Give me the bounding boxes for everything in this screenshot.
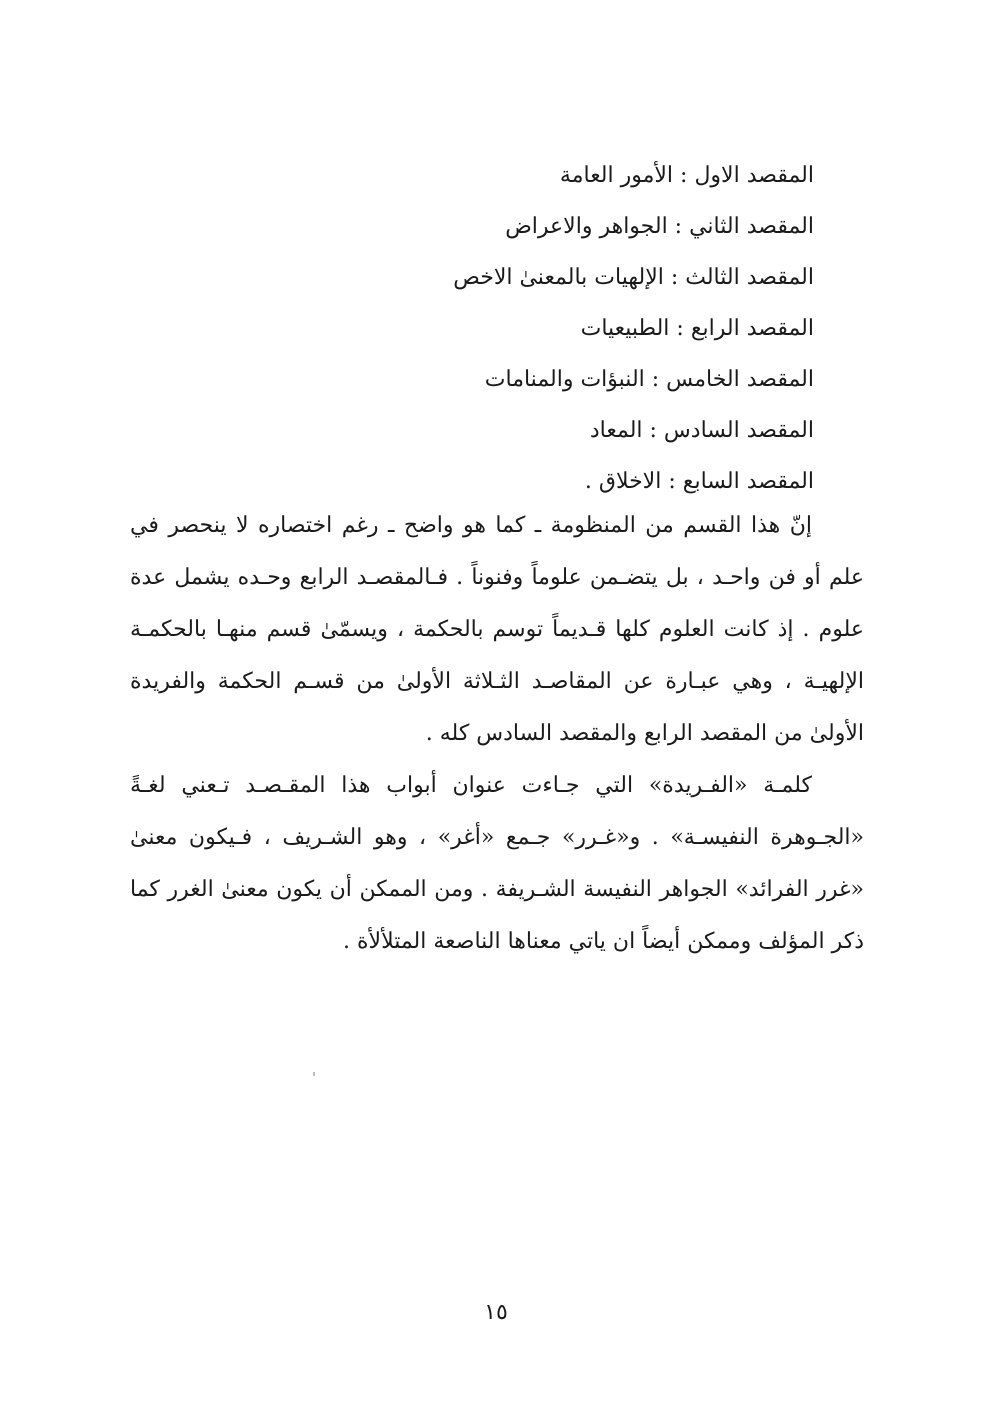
body-text <box>130 500 864 968</box>
scan-speck <box>313 1072 315 1076</box>
section-item: المقصد الثاني : الجواهر والاعراض <box>505 214 814 239</box>
page-number: ١٥ <box>484 1300 508 1325</box>
section-item: المقصد الاول : الأمور العامة <box>559 163 814 188</box>
section-item: المقصد الثالث : الإلهيات بالمعنىٰ الاخص <box>453 265 814 290</box>
section-item: المقصد السابع : الاخلاق . <box>584 469 814 494</box>
section-item: المقصد الرابع : الطبيعيات <box>580 316 814 341</box>
paragraph-2: كلمـة «الفـريدة» التي جـاءت عنوان أبواب هذا المقـصـد تـعني لغـةً «الجـوهرة النفيسـة» . و«غـرر» جـمع «أغر» ، وهو الشـريف ، فـيكون معنىٰ «غرر الفرائد» الجواهر النفيسة الشـريفة . ومن الممكن أن يكون معنىٰ الغرر كما ذكر المؤلف وممكن أيضاً ان ياتي معناها الناصعة المتلألأة . <box>130 773 864 954</box>
paragraph-1: إنّ هذا القسم من المنظومة ـ كما هو واضح ـ رغم اختصاره لا ينحصر في علم أو فن واحـد ، بل يتضـمن علوماً وفنوناً . فـالمقصـد الرابع وحـده يشمل عدة علوم . إذ كانت العلوم كلها قـديماً توسم بالحكمة ، ويسمّىٰ قسم منهـا بالحكمـة الإلهيـة ، وهي عبـارة عن المقاصـد الثـلاثة الأولىٰ من قسـم الحكمة والفريدة الأولىٰ من المقصد الرابع والمقصد السادس كله . <box>130 513 864 746</box>
section-item: المقصد الخامس : النبؤات والمنامات <box>484 367 814 392</box>
section-list <box>294 150 814 507</box>
section-item: المقصد السادس : المعاد <box>589 418 814 443</box>
